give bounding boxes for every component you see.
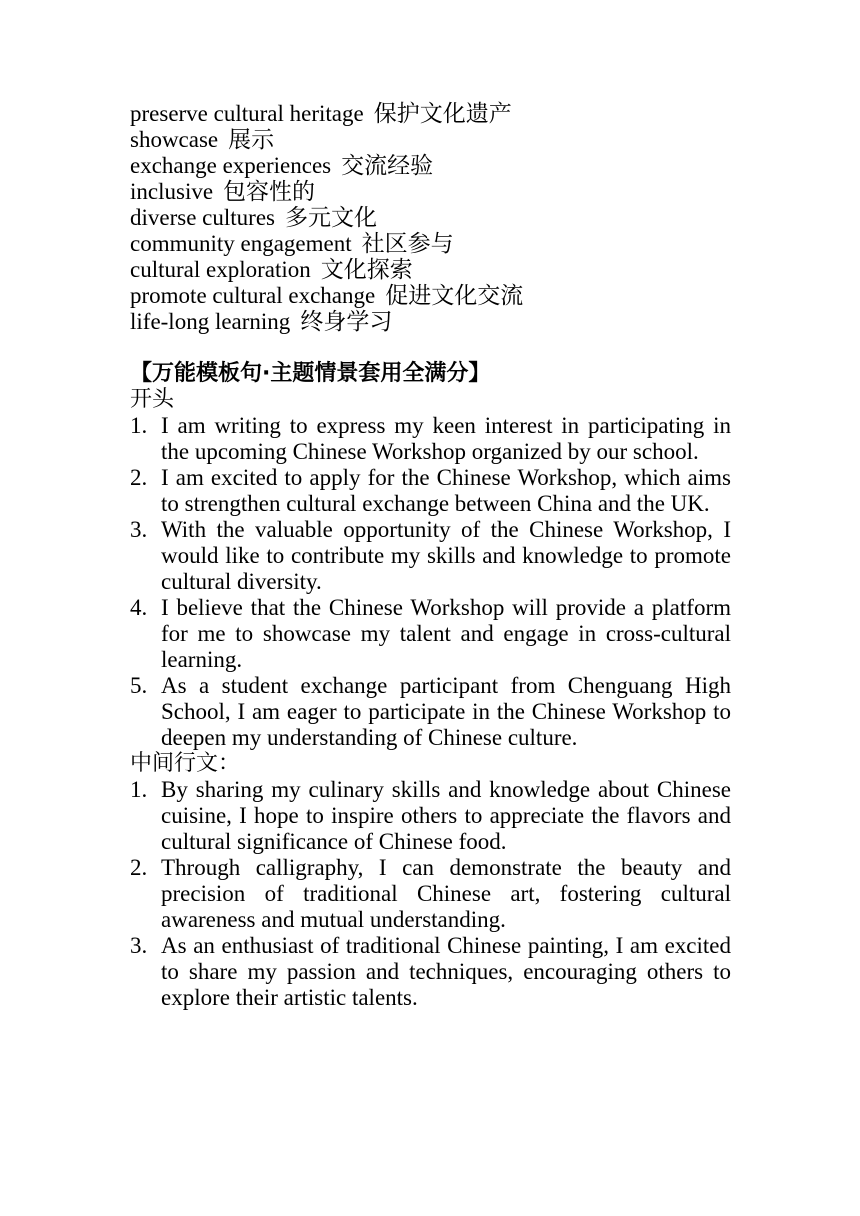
vocab-chinese: 保护文化遗产 [373, 101, 512, 126]
vocab-item [130, 205, 731, 231]
item-number: 4. [130, 595, 148, 620]
sentence-text: I am writing to express my keen interest in participating in the upcoming Chinese Workshop organized by our school. [161, 413, 731, 464]
vocab-chinese: 多元文化 [284, 205, 377, 230]
opening-sentence-list [130, 413, 731, 751]
vocab-item [130, 309, 731, 335]
vocab-item [130, 101, 731, 127]
list-item [130, 673, 731, 751]
vocab-english: preserve cultural heritage [130, 101, 364, 126]
vocab-english: inclusive [130, 179, 214, 204]
list-item [130, 933, 731, 1011]
vocab-chinese: 包容性的 [223, 179, 316, 204]
vocab-english: exchange experiences [130, 153, 332, 178]
list-item [130, 517, 731, 595]
vocab-item [130, 153, 731, 179]
vocab-item [130, 231, 731, 257]
vocab-chinese: 社区参与 [361, 231, 454, 256]
item-number: 3. [130, 517, 148, 542]
vocab-item [130, 179, 731, 205]
sentence-text: As a student exchange participant from Chenguang High School, I am eager to participate in the Chinese Workshop to deepen my understanding of Chinese culture. [161, 673, 731, 750]
sentence-text: As an enthusiast of traditional Chinese painting, I am excited to share my passion and techniques, encouraging others to explore their artistic talents. [161, 933, 731, 1010]
item-number: 2. [130, 855, 148, 880]
section-heading: 【万能模板句·主题情景套用全满分】 [130, 361, 491, 386]
item-number: 3. [130, 933, 148, 958]
vocab-item [130, 127, 731, 153]
vocab-item [130, 283, 731, 309]
vocab-english: showcase [130, 127, 219, 152]
list-item [130, 855, 731, 933]
sentence-text: I believe that the Chinese Workshop will provide a platform for me to showcase my talent and engage in cross-cultural learning. [161, 595, 731, 672]
list-item [130, 777, 731, 855]
sentence-text: With the valuable opportunity of the Chinese Workshop, I would like to contribute my skills and knowledge to promote cultural diversity. [161, 517, 731, 594]
vocab-item [130, 257, 731, 283]
body-sentence-list [130, 777, 731, 1011]
list-item [130, 595, 731, 673]
vocab-chinese: 终身学习 [300, 309, 393, 334]
vocab-chinese: 交流经验 [341, 153, 434, 178]
opening-label: 开头 [130, 387, 175, 412]
item-number: 5. [130, 673, 148, 698]
vocab-english: community engagement [130, 231, 352, 256]
item-number: 2. [130, 465, 148, 490]
list-item [130, 413, 731, 465]
vocab-chinese: 文化探索 [320, 257, 413, 282]
sentence-text: I am excited to apply for the Chinese Workshop, which aims to strengthen cultural exchange between China and the UK. [161, 465, 731, 516]
list-item [130, 465, 731, 517]
sentence-text: By sharing my culinary skills and knowledge about Chinese cuisine, I hope to inspire others to appreciate the flavors and cultural significance of Chinese food. [161, 777, 731, 854]
item-number: 1. [130, 777, 148, 802]
item-number: 1. [130, 413, 148, 438]
vocab-english: diverse cultures [130, 205, 275, 230]
vocab-english: cultural exploration [130, 257, 311, 282]
vocab-chinese: 促进文化交流 [385, 283, 524, 308]
vocab-english: promote cultural exchange [130, 283, 376, 308]
vocabulary-list [130, 101, 731, 335]
document-page [130, 101, 731, 1011]
sentence-text: Through calligraphy, I can demonstrate the beauty and precision of traditional Chinese art, fostering cultural awareness and mutual understanding. [161, 855, 731, 932]
vocab-chinese: 展示 [228, 127, 275, 152]
body-label: 中间行文： [130, 751, 241, 776]
vocab-english: life-long learning [130, 309, 291, 334]
